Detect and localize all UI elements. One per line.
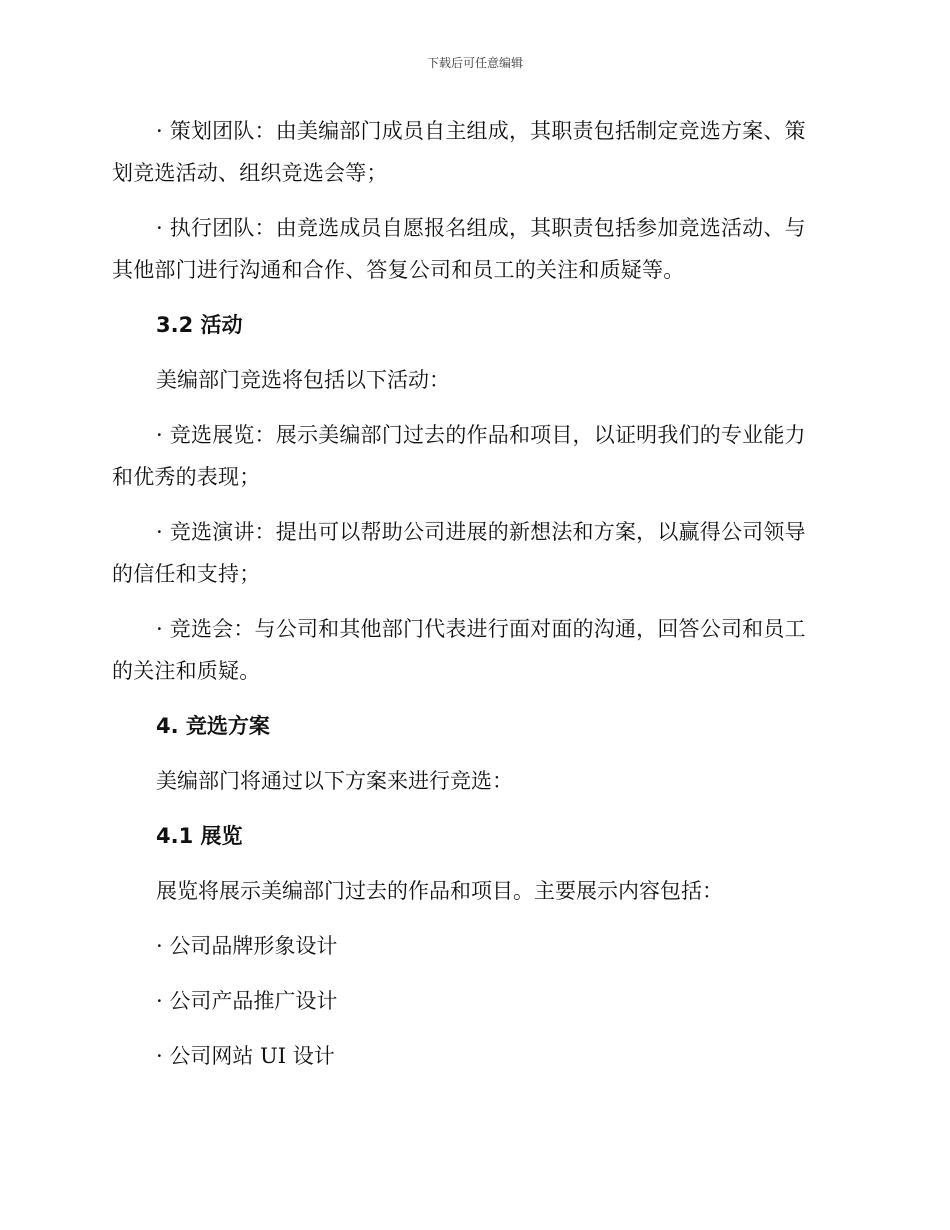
list-item-website-ui: · 公司网站 UI 设计 (156, 1044, 335, 1068)
paragraph-activities-intro: 美编部门竞选将包括以下活动： (156, 368, 450, 392)
paragraph-exhibition: · 竞选展览：展示美编部门过去的作品和项目，以证明我们的专业能力和优秀的表现； (112, 423, 806, 489)
paragraph-plan-intro: 美编部门将通过以下方案来进行竞选： (156, 769, 513, 793)
paragraph-execution-team: · 执行团队：由竞选成员自愿报名组成，其职责包括参加竞选活动、与其他部门进行沟通和合作、答复公司和员工的关注和质疑等。 (112, 216, 806, 282)
document-body (112, 110, 824, 1090)
paragraph-speech: · 竞选演讲：提出可以帮助公司进展的新想法和方案，以赢得公司领导的信任和支持； (112, 520, 806, 586)
list-item-product-design: · 公司产品推广设计 (156, 989, 338, 1013)
list-item-brand-design: · 公司品牌形象设计 (156, 934, 338, 958)
paragraph-meeting: · 竞选会：与公司和其他部门代表进行面对面的沟通，回答公司和员工的关注和质疑。 (112, 617, 806, 683)
paragraph-exhibition-intro: 展览将展示美编部门过去的作品和项目。主要展示内容包括： (156, 879, 723, 903)
section-heading-4: 4. 竞选方案 (156, 714, 270, 738)
section-heading-3-2: 3.2 活动 (156, 313, 243, 337)
paragraph-planning-team: · 策划团队：由美编部门成员自主组成，其职责包括制定竞选方案、策划竞选活动、组织竞选会等； (112, 119, 806, 185)
section-heading-4-1: 4.1 展览 (156, 824, 243, 848)
page-header: 下载后可任意编辑 (426, 56, 523, 70)
